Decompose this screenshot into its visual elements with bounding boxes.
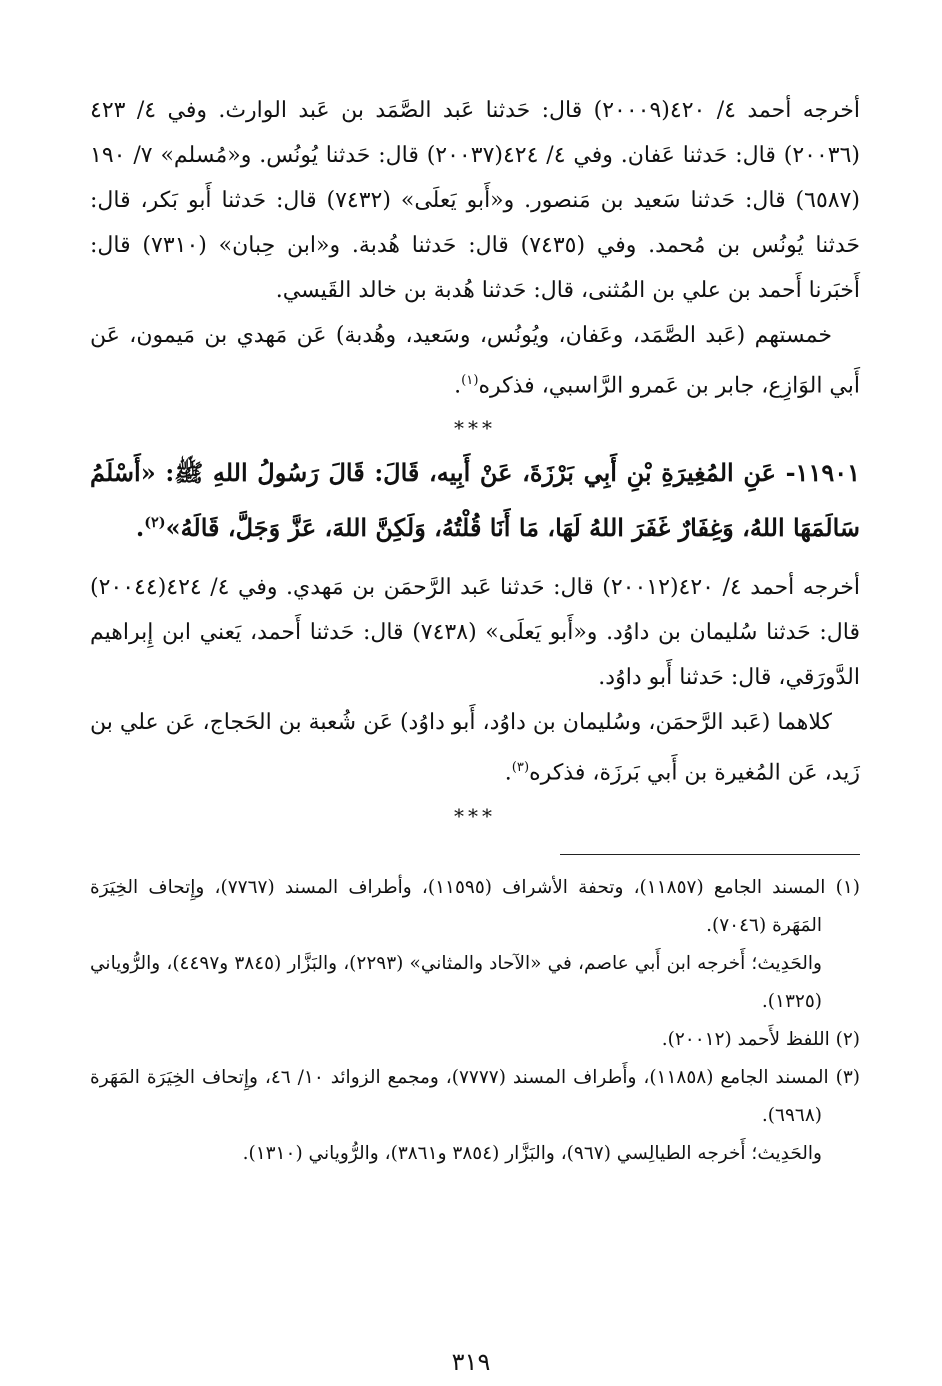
footnote-1: (١) المسند الجامع (١١٨٥٧)، وتحفة الأشراف (١١٥٩٥)، وأطراف المسند (٧٧٦٧)، وإِتحاف الخِيَرَة المَهَرة (٧٠٤٦). bbox=[90, 876, 860, 936]
summary-text-1: خمستهم (عَبد الصَّمَد، وعَفان، ويُونُس، وسَعيد، وهُدبة) عَن مَهدي بن مَيمون، عَن أَبي الوَازِع، جابر بن عَمرو الرَّاسبي، فذكره bbox=[90, 323, 860, 399]
footnote-1-continued: والحَدِيث؛ أَخرجه ابن أَبي عاصم، في «الآحاد والمثاني» (٢٢٩٣)، والبَزَّار (٣٨٤٥ و٤٤٩٧)، والرُّوياني (١٣٢٥). bbox=[90, 952, 822, 1012]
hadith-text: ١١٩٠١- عَنِ المُغِيرَةِ بْنِ أَبِي بَرْزَةَ، عَنْ أَبِيه، قَالَ: قَالَ رَسُولُ اللهِ ﷺ: «أَسْلَمُ سَالَمَهَا اللهُ، وَغِفَارٌ غَفَرَ اللهُ لَهَا، مَا أَنَا قُلْتُهُ، وَلَكِنَّ اللهَ، عَزَّ وَجَلَّ، قَالَهُ» bbox=[90, 458, 860, 543]
takhrij-text-1: أخرجه أحمد ٤/ ٤٢٠(٢٠٠٠٩) قال: حَدثنا عَبد الصَّمَد بن عَبد الوارث. وفي ٤/ ٤٢٣ (٢٠٠٣٦) قال: حَدثنا عَفان. وفي ٤/ ٤٢٤(٢٠٠٣٧) قال: حَدثنا يُونُس. و«مُسلم» ٧/ ١٩٠ (٦٥٨٧) قال: حَدثنا سَعيد بن مَنصور. و«أَبو يَعلَى» (٧٤٣٢) قال: حَدثنا أَبو بَكر، قال: حَدثنا يُونُس بن مُحمد. وفي (٧٤٣٥) قال: حَدثنا هُدبة. و«ابن حِبان» (٧٣١٠) قال: أَخبَرنا أَحمد بن علي بن المُثنى، قال: حَدثنا هُدبة بن خالد القَيسي. bbox=[90, 98, 861, 303]
footnote-ref-1: (١) bbox=[461, 373, 479, 388]
page-number: ٣١٩ bbox=[451, 1348, 491, 1376]
summary-text-2: كلاهما (عَبد الرَّحمَن، وسُليمان بن داوُد، أَبو داوُد) عَن شُعبة بن الحَجاج، عَن علي بن زَيد، عَن المُغيرة بن أَبي بَرزَة، فذكره bbox=[90, 710, 860, 786]
footnote-3: (٣) المسند الجامع (١١٨٥٨)، وأَطراف المسند (٧٧٧٧)، ومجمع الزوائد ١٠/ ٤٦، وإِتحاف الخِيَرَة المَهَرة (٦٩٦٨). bbox=[90, 1066, 860, 1126]
hadith-text-paragraph: ١١٩٠١- عَنِ المُغِيرَةِ بْنِ أَبِي بَرْزَةَ، عَنْ أَبِيه، قَالَ: قَالَ رَسُولُ اللهِ ﷺ: «أَسْلَمُ سَالَمَهَا اللهُ، وَغِفَارٌ غَفَرَ اللهُ لَهَا، مَا أَنَا قُلْتُهُ، وَلَكِنَّ اللهَ، عَزَّ وَجَلَّ، قَالَهُ»$^{(٢)}$. bbox=[90, 458, 860, 543]
summary-paragraph-1: خمستهم (عَبد الصَّمَد، وعَفان، ويُونُس، وسَعيد، وهُدبة) عَن مَهدي بن مَيمون، عَن أَبي الوَازِع، جابر بن عَمرو الرَّاسبي، فذكره$^{(١)}$. bbox=[90, 323, 860, 399]
footnote-ref-2: (٢) bbox=[144, 514, 166, 532]
footnote-ref-3: (٣) bbox=[511, 760, 530, 776]
section-separator-1: *** bbox=[454, 416, 496, 441]
book-page bbox=[90, 88, 860, 1348]
footnote-divider bbox=[560, 854, 860, 855]
footnote-3-continued: والحَدِيث؛ أَخرجه الطيالِسي (٩٦٧)، والبَزَّار (٣٨٥٤ و٣٨٦١)، والرُّوياني (١٣١٠). bbox=[242, 1142, 822, 1164]
takhrij-paragraph-2 bbox=[90, 565, 860, 700]
section-separator-2: *** bbox=[454, 803, 496, 828]
summary-paragraph-2: كلاهما (عَبد الرَّحمَن، وسُليمان بن داوُد، أَبو داوُد) عَن شُعبة بن الحَجاج، عَن علي بن زَيد، عَن المُغيرة بن أَبي بَرزَة، فذكره$^{(٣)}$. bbox=[90, 710, 860, 786]
takhrij-paragraph-1 bbox=[90, 88, 860, 313]
footnote-2: (٢) اللفظ لأَحمد (٢٠٠١٢). bbox=[661, 1028, 860, 1050]
takhrij-text-2: أخرجه أحمد ٤/ ٤٢٠(٢٠٠١٢) قال: حَدثنا عَبد الرَّحمَن بن مَهدي. وفي ٤/ ٤٢٤(٢٠٠٤٤) قال: حَدثنا سُليمان بن داوُد. و«أَبو يَعلَى» (٧٤٣٨) قال: حَدثنا أَحمد، يَعني ابن إِبراهيم الدَّورَقي، قال: حَدثنا أَبو داوُد. bbox=[90, 575, 861, 691]
